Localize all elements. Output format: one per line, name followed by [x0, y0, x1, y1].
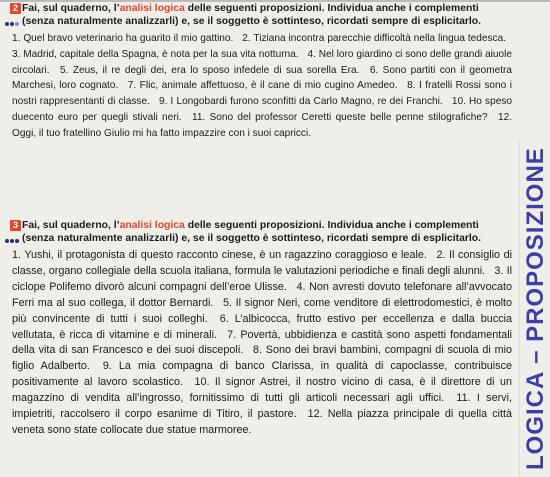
sentence: 12. Oggi, il tuo fratellino Giulio mi ha fatto impazzire con i suoi capricci.: [12, 111, 513, 139]
exercise-sentences: [4, 248, 512, 439]
sentence: 3. Il ciclope Polifemo divorò alcuni compagni dell’eroe Ulisse.: [12, 264, 512, 293]
sentence: 7. Povertà, ubbidienza e castità sono aspetti fondamentali della vita di san Francesco e dei suoi discepoli.: [12, 328, 513, 357]
exercise-number-badge: 3: [10, 220, 21, 231]
sentence: 8. Sono dei bravi bambini, compagni di scuola di mio figlio Adalberto.: [12, 344, 512, 373]
sentence: 4. Non avresti dovuto telefonare all’avvocato Ferri ma al suo collega, il dottor Bernardi.: [12, 280, 512, 309]
sentence: 7. Flic, animale affettuoso, è il cane di mio cugino Amedeo.: [127, 80, 398, 92]
sentence: 1. Yushi, il protagonista di questo racconto cinese, è un ragazzino coraggioso e leale.: [12, 249, 427, 261]
sentence: 10. Il signor Astrei, il nostro vicino di casa, è il direttore di un magazzino di vendita all’ingrosso, fornitissimo di tutti gli articoli necessari agli uffici.: [12, 376, 512, 405]
sentence: 5. Zeus, il re degli dei, era lo sposo infedele di sua sorella Era.: [60, 64, 360, 76]
difficulty-dots-icon: [5, 234, 21, 241]
sentence: 5. Il signor Neri, come venditore di elettrodomestici, è molto più convincente di tutti i suoi colleghi.: [12, 296, 513, 325]
sentence: 12. Nella piazza principale di quella città veneta sono state collocate due statue marmoree.: [12, 408, 512, 436]
sentence: 9. I Longobardi furono sconfitti da Carlo Magno, re dei Franchi.: [158, 96, 443, 108]
exercise-2: [4, 2, 512, 142]
exercise-number-badge: 2: [10, 3, 21, 14]
chapter-title: LOGICA – PROPOSIZIONE: [522, 147, 549, 470]
sentence: 11. I servi, impietriti, raccolsero il corpo esanime di Titiro, il pastore.: [12, 392, 512, 421]
sentence: 6. Sono partiti con il geometra Marchesi, loro cognato.: [12, 64, 513, 92]
sentence: 10. Ho speso duecento euro per quegli stivali neri.: [12, 96, 512, 123]
exercise-header: [4, 2, 512, 28]
exercise-3: [4, 219, 512, 439]
sentence: 1. Quel bravo veterinario ha guarito il mio gattino.: [12, 33, 234, 44]
sentence: 6. L’albicocca, frutto estivo per eccellenza e dalla buccia vellutata, è ricca di vitamine e di minerali.: [12, 312, 513, 341]
exercise-sentences: [4, 31, 512, 142]
chapter-sidebar: [519, 140, 550, 477]
sentence: 2. Il consiglio di classe, organo collegiale della scuola italiana, formula le valutazioni periodiche e finali degli alunni.: [12, 249, 512, 277]
sentence: 9. La mia compagna di banco Clarissa, in qualità di capoclasse, contribuisce positivamente al lavoro scolastico.: [12, 360, 513, 389]
sentence: 4. Nel loro giardino ci sono delle grandi aiuole circolari.: [12, 48, 512, 76]
difficulty-dots-icon: [5, 17, 21, 24]
exercise-instruction: Fai, sul quaderno, l’analisi logica delle seguenti proposizioni. Individua anche i complementi (senza naturalmente analizzarli) e, se il soggetto è sottinteso, ricordati sempre di esplicitarlo.: [22, 220, 482, 244]
sentence: 11. Sono del professor Ceretti queste belle penne stilografiche?: [191, 111, 488, 123]
exercise-instruction: Fai, sul quaderno, l’analisi logica delle seguenti proposizioni. Individua anche i complementi (senza naturalmente analizzarli) e, se il soggetto è sottinteso, ricordati sempre di esplicitarlo.: [22, 3, 482, 27]
sentence: 2. Tiziana incontra parecchie difficoltà nella lingua tedesca.: [242, 33, 506, 44]
sentence: 8. I fratelli Rossi sono i nostri rappresentanti di classe.: [12, 80, 513, 108]
exercise-header: [4, 219, 512, 245]
sentence: 3. Madrid, capitale della Spagna, è nota per la sua vita notturna.: [12, 48, 299, 60]
